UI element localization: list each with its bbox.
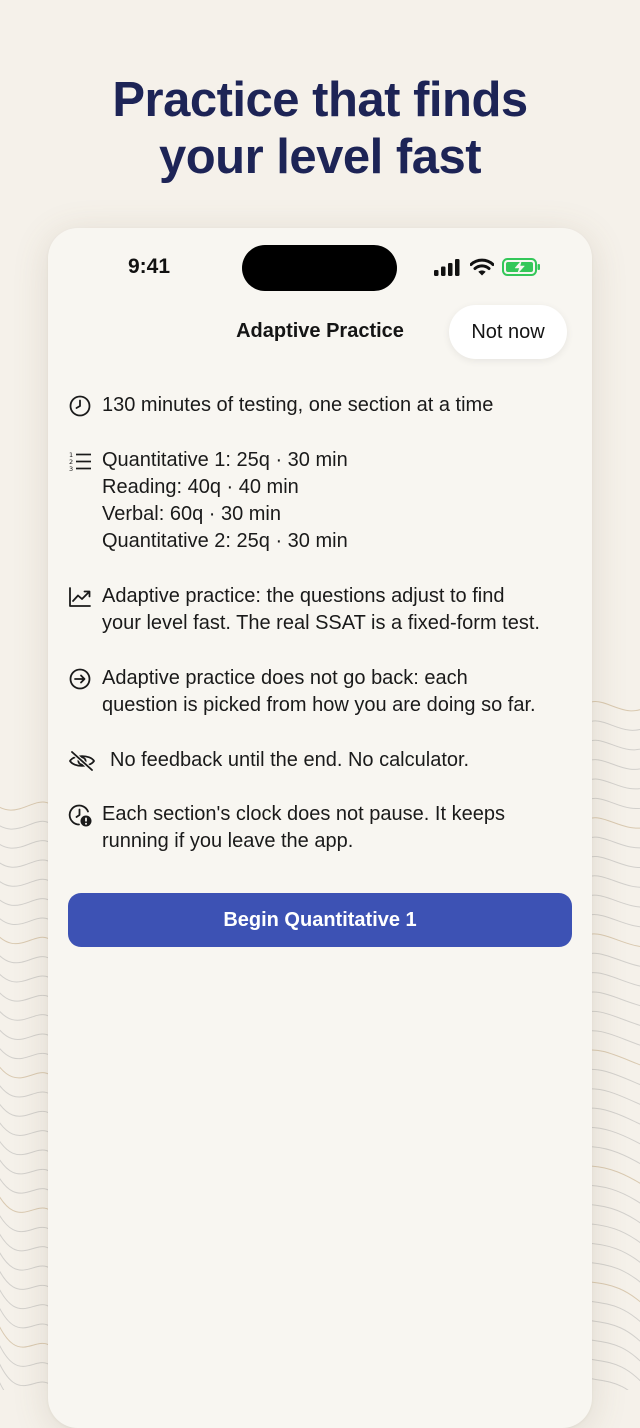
section-quant-1: Quantitative 1: 25q · 30 min [102,449,348,471]
not-now-button[interactable]: Not now [449,305,567,359]
page-headline [0,72,640,186]
svg-text:2: 2 [69,458,74,466]
section-quant-2: Quantitative 2: 25q · 30 min [102,530,348,552]
info-row-text: question is picked from how you are doing so far. [102,694,536,716]
eye-slash-icon [68,749,96,773]
dynamic-island [242,245,397,291]
info-row-text: Adaptive practice: the questions adjust to find [102,585,505,607]
svg-text:1: 1 [69,451,74,459]
headline-line-2: your level fast [158,130,482,184]
battery-charging-icon [502,258,542,276]
info-row-text: Adaptive practice does not go back: each [102,667,468,689]
status-icons [434,258,542,276]
section-verbal: Verbal: 60q · 30 min [102,503,281,525]
info-row-duration [68,392,493,419]
info-row-adaptive [68,583,540,637]
info-row-clock [68,801,505,855]
info-row-text: 130 minutes of testing, one section at a time [102,394,494,416]
arrow-circle-icon [68,667,92,691]
info-row-feedback [68,747,469,774]
info-row-text: running if you leave the app. [102,830,354,852]
clock-alert-icon [68,803,92,827]
status-time: 9:41 [128,255,171,278]
info-row-sections [68,447,348,555]
info-row-text: No feedback until the end. No calculator. [110,749,470,771]
wifi-icon [470,258,494,276]
headline-line-1: Practice that finds [112,73,528,127]
section-reading: Reading: 40q · 40 min [102,476,299,498]
info-row-text: Each section's clock does not pause. It keeps [102,803,505,825]
begin-quantitative-button[interactable]: Begin Quantitative 1 [68,893,572,947]
trend-chart-icon [68,585,92,609]
svg-text:3: 3 [69,465,74,473]
phone-mockup [48,228,592,1428]
nav-title: Adaptive Practice [236,320,404,342]
numbered-list-icon [68,449,92,473]
cellular-signal-icon [434,258,462,276]
info-row-text: your level fast. The real SSAT is a fixed-form test. [102,612,540,634]
clock-icon [68,394,92,418]
info-row-no-back [68,665,536,719]
